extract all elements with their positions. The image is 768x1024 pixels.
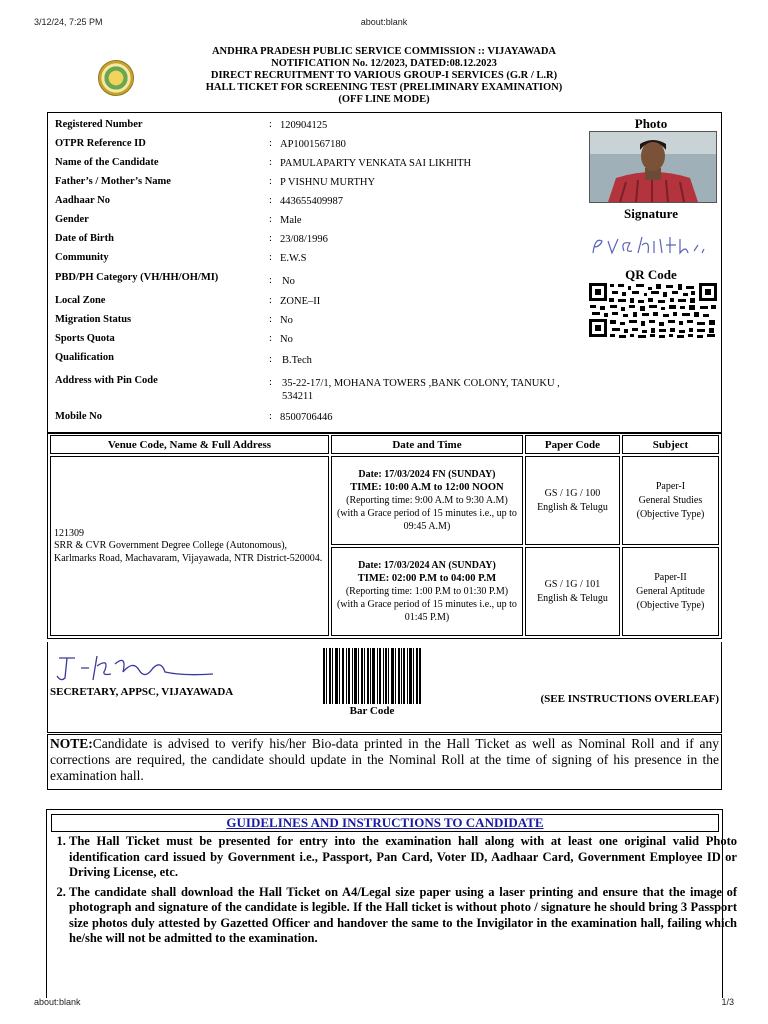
field-value: No bbox=[282, 276, 295, 287]
footer-url: about:blank bbox=[34, 997, 81, 1007]
session-grace: (with a Grace period of 15 minutes i.e., up to 01:45 P.M) bbox=[336, 599, 517, 623]
note-box bbox=[47, 734, 722, 790]
venue-code: 121309 bbox=[54, 527, 84, 539]
session-grace: (with a Grace period of 15 minutes i.e., up to 09:45 A.M) bbox=[336, 508, 517, 532]
session-2-datetime bbox=[331, 547, 523, 636]
field-value: ZONE–II bbox=[280, 296, 321, 307]
header-line-5: (OFF LINE MODE) bbox=[338, 94, 430, 105]
subject-name: General Studies bbox=[638, 494, 703, 506]
see-instructions: (SEE INSTRUCTIONS OVERLEAF) bbox=[540, 693, 719, 705]
table-header-row bbox=[50, 435, 719, 454]
subject-name: General Aptitude bbox=[636, 585, 705, 597]
guidelines-box bbox=[46, 809, 737, 998]
field-value: 35-22-17/1, MOHANA TOWERS ,BANK COLONY, TANUKU , 534211 bbox=[282, 378, 560, 402]
paper-name: Paper-I bbox=[655, 480, 686, 492]
session-reporting: (Reporting time: 9:00 A.M to 9:30 A.M) bbox=[346, 495, 508, 506]
field-label: Aadhaar No bbox=[55, 195, 110, 206]
col-papercode-header: Paper Code bbox=[525, 435, 620, 454]
session-time: TIME: 02:00 P.M to 04:00 P.M bbox=[357, 573, 497, 584]
print-datetime: 3/12/24, 7:25 PM bbox=[34, 17, 103, 27]
paper-code: GS / 1G / 101 bbox=[544, 578, 601, 590]
qr-code-icon bbox=[588, 282, 718, 338]
candidate-photo bbox=[589, 131, 717, 203]
qr-label: QR Code bbox=[625, 267, 677, 282]
barcode-label: Bar Code bbox=[349, 705, 395, 717]
field-label: Date of Birth bbox=[55, 233, 114, 244]
header-line-3: DIRECT RECRUITMENT TO VARIOUS GROUP-I SERVICES (G.R / L.R) bbox=[210, 70, 558, 81]
candidate-signature bbox=[590, 231, 710, 259]
exam-schedule-table bbox=[47, 432, 722, 639]
field-label: Local Zone bbox=[55, 295, 106, 306]
subject-type: (Objective Type) bbox=[636, 599, 705, 611]
note-text: Candidate is advised to verify his/her Bio-data printed in the Hall Ticket as well as Nominal Roll and if any corrections are required, the candidate should update in the Nominal Roll at the time of signing of his presence in the examination hall. bbox=[50, 736, 719, 783]
session-1-subject bbox=[622, 456, 719, 545]
field-value: 120904125 bbox=[280, 120, 328, 131]
paper-code: GS / 1G / 100 bbox=[544, 487, 601, 499]
field-value: 8500706446 bbox=[280, 412, 333, 423]
col-datetime-header: Date and Time bbox=[331, 435, 523, 454]
paper-medium: English & Telugu bbox=[537, 501, 608, 513]
page-number: 1/3 bbox=[721, 997, 734, 1007]
signature-label: Signature bbox=[624, 206, 678, 221]
guidelines-title: GUIDELINES AND INSTRUCTIONS TO CANDIDATE bbox=[51, 814, 719, 832]
secretary-designation: SECRETARY, APPSC, VIJAYAWADA bbox=[50, 686, 234, 698]
list-item: 2. The candidate shall download the Hall Ticket on A4/Legal size paper using a laser printing and ensure that the image of photograph and signature of the candidate is legible. If the Hall ticket is without photo / signature he should bring 3 Passport size photos duly attested by Gazetted Officer and handover the same to the Invigilator in the examination hall, failing which he/she will not be admitted to the examination. bbox=[69, 885, 737, 947]
table-row bbox=[50, 456, 719, 545]
field-value: 443655409987 bbox=[280, 196, 343, 207]
session-date: Date: 17/03/2024 FN (SUNDAY) bbox=[358, 469, 496, 480]
subject-type: (Objective Type) bbox=[636, 508, 705, 520]
field-value: PAMULAPARTY VENKATA SAI LIKHITH bbox=[280, 158, 472, 169]
venue-address: SRR & CVR Government Degree College (Autonomous), Karlmarks Road, Machavaram, Vijayawada, NTR District-520004. bbox=[54, 539, 323, 564]
print-title: about:blank bbox=[360, 17, 408, 27]
session-1-paper-code bbox=[525, 456, 620, 545]
note-label: NOTE: bbox=[50, 736, 93, 751]
field-label: Community bbox=[55, 252, 109, 263]
field-value: No bbox=[280, 315, 293, 326]
paper-medium: English & Telugu bbox=[537, 592, 608, 604]
authorisation-block bbox=[47, 642, 722, 733]
hall-ticket-header bbox=[46, 46, 722, 110]
session-date: Date: 17/03/2024 AN (SUNDAY) bbox=[358, 560, 496, 571]
session-reporting: (Reporting time: 1:00 P.M to 01:30 P.M) bbox=[345, 586, 509, 597]
venue-cell bbox=[50, 456, 329, 636]
header-line-1: ANDHRA PRADESH PUBLIC SERVICE COMMISSION :: VIJAYAWADA bbox=[211, 46, 557, 57]
session-2-paper-code bbox=[525, 547, 620, 636]
photo-label: Photo bbox=[634, 116, 668, 131]
header-line-4: HALL TICKET FOR SCREENING TEST (PRELIMINARY EXAMINATION) bbox=[205, 82, 563, 93]
field-label: Gender bbox=[55, 214, 89, 225]
field-value: B.Tech bbox=[282, 355, 312, 366]
field-label: Name of the Candidate bbox=[55, 157, 159, 168]
secretary-signature bbox=[53, 650, 218, 686]
session-2-subject bbox=[622, 547, 719, 636]
field-label: Sports Quota bbox=[55, 333, 115, 344]
field-value: Male bbox=[280, 215, 302, 226]
session-1-datetime bbox=[331, 456, 523, 545]
field-label: Address with Pin Code bbox=[55, 375, 158, 386]
col-venue-header: Venue Code, Name & Full Address bbox=[50, 435, 329, 454]
field-label: Registered Number bbox=[55, 119, 143, 130]
session-time: TIME: 10:00 A.M to 12:00 NOON bbox=[350, 482, 504, 493]
field-label: Migration Status bbox=[55, 314, 132, 325]
field-value: No bbox=[280, 334, 293, 345]
field-label: PBD/PH Category (VH/HH/OH/MI) bbox=[55, 272, 219, 283]
col-subject-header: Subject bbox=[622, 435, 719, 454]
field-value: E.W.S bbox=[280, 253, 307, 264]
header-line-2: NOTIFICATION No. 12/2023, DATED:08.12.2023 bbox=[271, 58, 497, 69]
field-label: Father’s / Mother’s Name bbox=[55, 176, 171, 187]
list-item: 1. The Hall Ticket must be presented for entry into the examination hall along with at least one original valid Photo identification card issued by Government i.e., Passport, Pan Card, Voter ID, Aadhaar Card, Government Employee ID or Driving License, etc. bbox=[69, 834, 737, 881]
barcode-icon bbox=[323, 648, 421, 704]
field-value: 23/08/1996 bbox=[280, 234, 328, 245]
field-value: P VISHNU MURTHY bbox=[280, 177, 376, 188]
guidelines-list bbox=[51, 834, 737, 951]
paper-name: Paper-II bbox=[654, 571, 687, 583]
field-label: OTPR Reference ID bbox=[55, 138, 146, 149]
field-label: Mobile No bbox=[55, 411, 102, 422]
field-value: AP1001567180 bbox=[280, 139, 346, 150]
field-label: Qualification bbox=[55, 352, 114, 363]
